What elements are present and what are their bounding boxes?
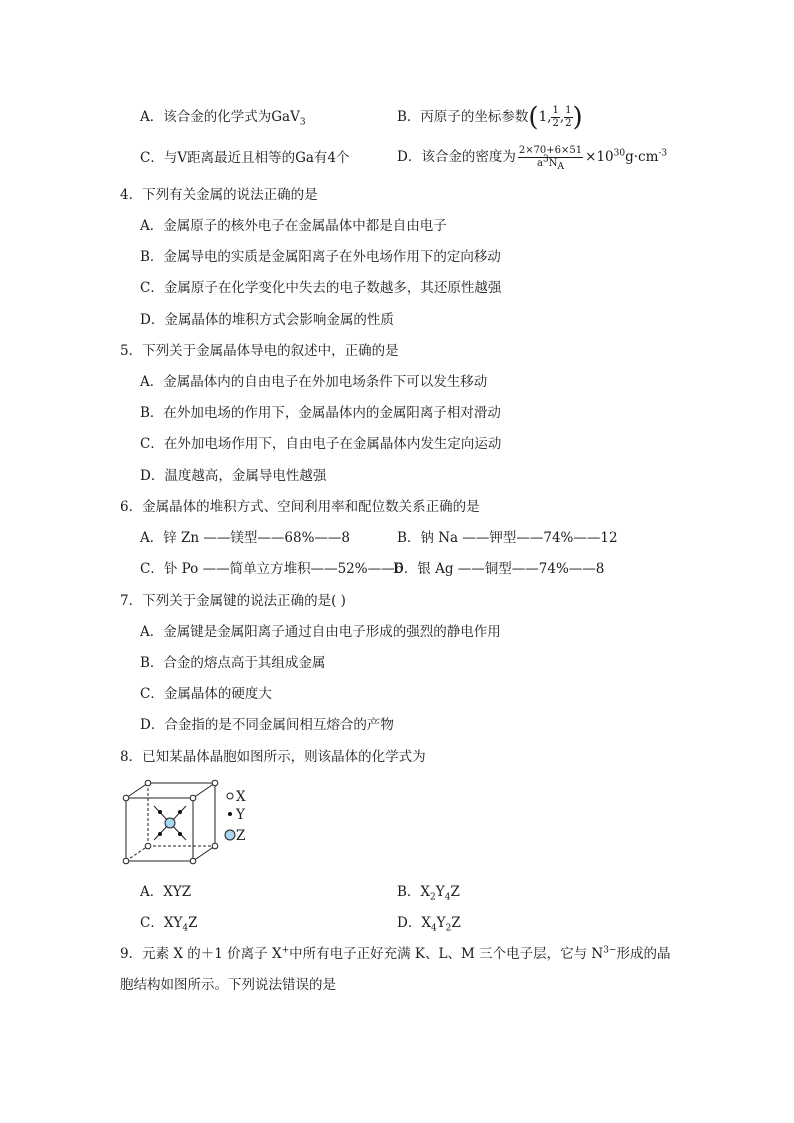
q7-option-d[interactable]: D．合金指的是不同金属间相互熔合的产物	[140, 717, 394, 733]
q4-option-a[interactable]: A．金属原子的核外电子在金属晶体中都是自由电子	[140, 218, 447, 234]
q5-stem: 5．下列关于金属晶体导电的叙述中，正确的是	[120, 343, 399, 359]
q6-option-d[interactable]: D．银 Ag ——铜型——74%——8	[393, 561, 605, 577]
frac-num: 1	[565, 105, 572, 116]
q8-d-pre: D．X	[397, 915, 431, 931]
q3-option-b[interactable]	[397, 100, 583, 134]
legend-z-marker	[225, 830, 235, 840]
legend-y-label: Y	[236, 807, 245, 823]
q6-option-b[interactable]: B．钠 Na ——钾型——74%——12	[397, 530, 618, 546]
cube-edge	[193, 846, 215, 861]
q3-unit-exp: -3	[658, 148, 668, 159]
x-atom	[190, 858, 196, 864]
right-paren: )	[572, 102, 583, 133]
q8-option-a[interactable]: A．XYZ	[140, 884, 192, 900]
q8-d-x-sub: 4	[430, 923, 437, 934]
q3-option-a-sub: 3	[299, 117, 306, 128]
z-atom	[165, 818, 175, 828]
q9-stem-line1	[120, 945, 670, 963]
q3-coord-1: 1	[538, 109, 548, 125]
q5-option-c[interactable]: C．在外加电场作用下，自由电子在金属晶体内发生定向运动	[140, 436, 502, 452]
q8-c-pre: C．XY	[140, 915, 183, 931]
q3-option-c-text: C．与V距离最近且相等的Ga有4个	[140, 150, 350, 166]
q7-option-b[interactable]: B．合金的熔点高于其组成金属	[140, 655, 326, 671]
q8-option-c[interactable]	[140, 914, 197, 932]
frac-den: 2	[565, 118, 572, 129]
q8-d-y-sub: 2	[445, 923, 452, 934]
q8-b-y: Y	[435, 884, 445, 900]
q4-option-d[interactable]: D．金属晶体的堆积方式会影响金属的性质	[140, 312, 394, 328]
q8-b-z: Z	[450, 884, 460, 900]
q4-option-c[interactable]: C．金属原子在化学变化中失去的电子数越多，其还原性越强	[140, 280, 502, 296]
q6-option-c[interactable]: C．钋 Po ——简单立方堆积——52%——6	[140, 561, 404, 577]
y-atom	[158, 810, 162, 814]
q3-option-a[interactable]	[140, 108, 306, 126]
density-denominator	[518, 154, 583, 172]
q3-unit: g·cm	[625, 149, 659, 165]
q3-option-d[interactable]	[397, 142, 667, 172]
q3-option-c[interactable]	[140, 149, 350, 167]
den-a: a	[537, 158, 543, 169]
q5-option-d[interactable]: D．温度越高，金属导电性越强	[140, 468, 327, 484]
legend-x-marker	[227, 793, 233, 799]
cube-edge	[193, 783, 215, 798]
q3-option-b-text: B．丙原子的坐标参数	[397, 109, 529, 125]
q8-option-b[interactable]	[397, 883, 460, 901]
q5-option-b[interactable]: B．在外加电场的作用下，金属晶体内的金属阳离子相对滑动	[140, 405, 501, 421]
q9-stem-line2: 胞结构如图所示。下列说法错误的是	[120, 977, 336, 993]
q9-sup-1: +	[281, 945, 290, 956]
den-sub: A	[557, 162, 564, 172]
y-atom	[178, 832, 182, 836]
q8-d-z: Z	[451, 915, 461, 931]
q9-sup-2: 3−	[603, 945, 617, 956]
q7-stem: 7．下列关于金属键的说法正确的是( )	[120, 593, 346, 609]
q7-option-c[interactable]: C．金属晶体的硬度大	[140, 686, 272, 702]
q8-b-pre: B．X	[397, 884, 431, 900]
legend-y-marker	[228, 812, 232, 816]
density-numerator: 2×70+6×51	[518, 145, 583, 156]
q9-text-b: 中所有电子正好充满 K、L、M 三个电子层，它与 N	[289, 946, 604, 962]
q9-text-c: 形成的晶	[616, 946, 671, 962]
q4-option-b[interactable]: B．金属导电的实质是金属阳离子在外电场作用下的定向移动	[140, 249, 501, 265]
q3-coord-frac-1	[551, 105, 559, 130]
cube-edge-hidden	[126, 846, 148, 861]
q5-option-a[interactable]: A．金属晶体内的自由电子在外加电场条件下可以发生移动	[140, 374, 488, 390]
q8-c-sub: 4	[182, 923, 189, 934]
x-atom	[145, 843, 151, 849]
q8-b-x-sub: 2	[430, 892, 436, 903]
q7-option-a[interactable]: A．金属键是金属阳离子通过自由电子形成的强烈的静电作用	[140, 624, 501, 640]
q6-stem: 6．金属晶体的堆积方式、空间利用率和配位数关系正确的是	[120, 499, 480, 515]
den-n: N	[548, 158, 558, 169]
q3-exp: 30	[613, 148, 626, 159]
density-fraction	[518, 145, 583, 170]
den-exp: 3	[542, 154, 549, 165]
q3-mult: ×10	[585, 149, 614, 165]
q8-option-d[interactable]	[397, 914, 461, 932]
q3-coord-frac-2	[564, 105, 572, 130]
x-atom	[145, 780, 151, 786]
x-atom	[212, 843, 218, 849]
y-atom	[178, 810, 182, 814]
frac-num: 1	[552, 105, 559, 116]
y-atom	[158, 832, 162, 836]
q3-option-d-text: D．该合金的密度为	[397, 149, 516, 165]
q3-coord-sep-2: ,	[559, 109, 565, 125]
frac-den: 2	[552, 118, 559, 129]
q3-option-a-text: A．该合金的化学式为GaV	[140, 109, 300, 125]
left-paren: (	[528, 102, 539, 133]
q4-stem: 4．下列有关金属的说法正确的是	[120, 187, 318, 203]
q8-stem: 8．已知某晶体晶胞如图所示，则该晶体的化学式为	[120, 749, 426, 765]
q8-d-y: Y	[436, 915, 446, 931]
q9-text-a: 9．元素 X 的＋1 价离子 X	[120, 946, 282, 962]
legend-x-label: X	[236, 789, 246, 805]
x-atom	[123, 795, 129, 801]
q8-b-y-sub: 4	[444, 892, 451, 903]
x-atom	[123, 858, 129, 864]
legend-z-label: Z	[236, 828, 246, 844]
x-atom	[190, 795, 196, 801]
q3-coord-sep: ,	[547, 109, 552, 125]
cube-edge	[126, 783, 148, 798]
q8-c-z: Z	[188, 915, 198, 931]
q6-option-a[interactable]: A．锌 Zn ——镁型——68%——8	[140, 530, 351, 546]
x-atom	[212, 780, 218, 786]
